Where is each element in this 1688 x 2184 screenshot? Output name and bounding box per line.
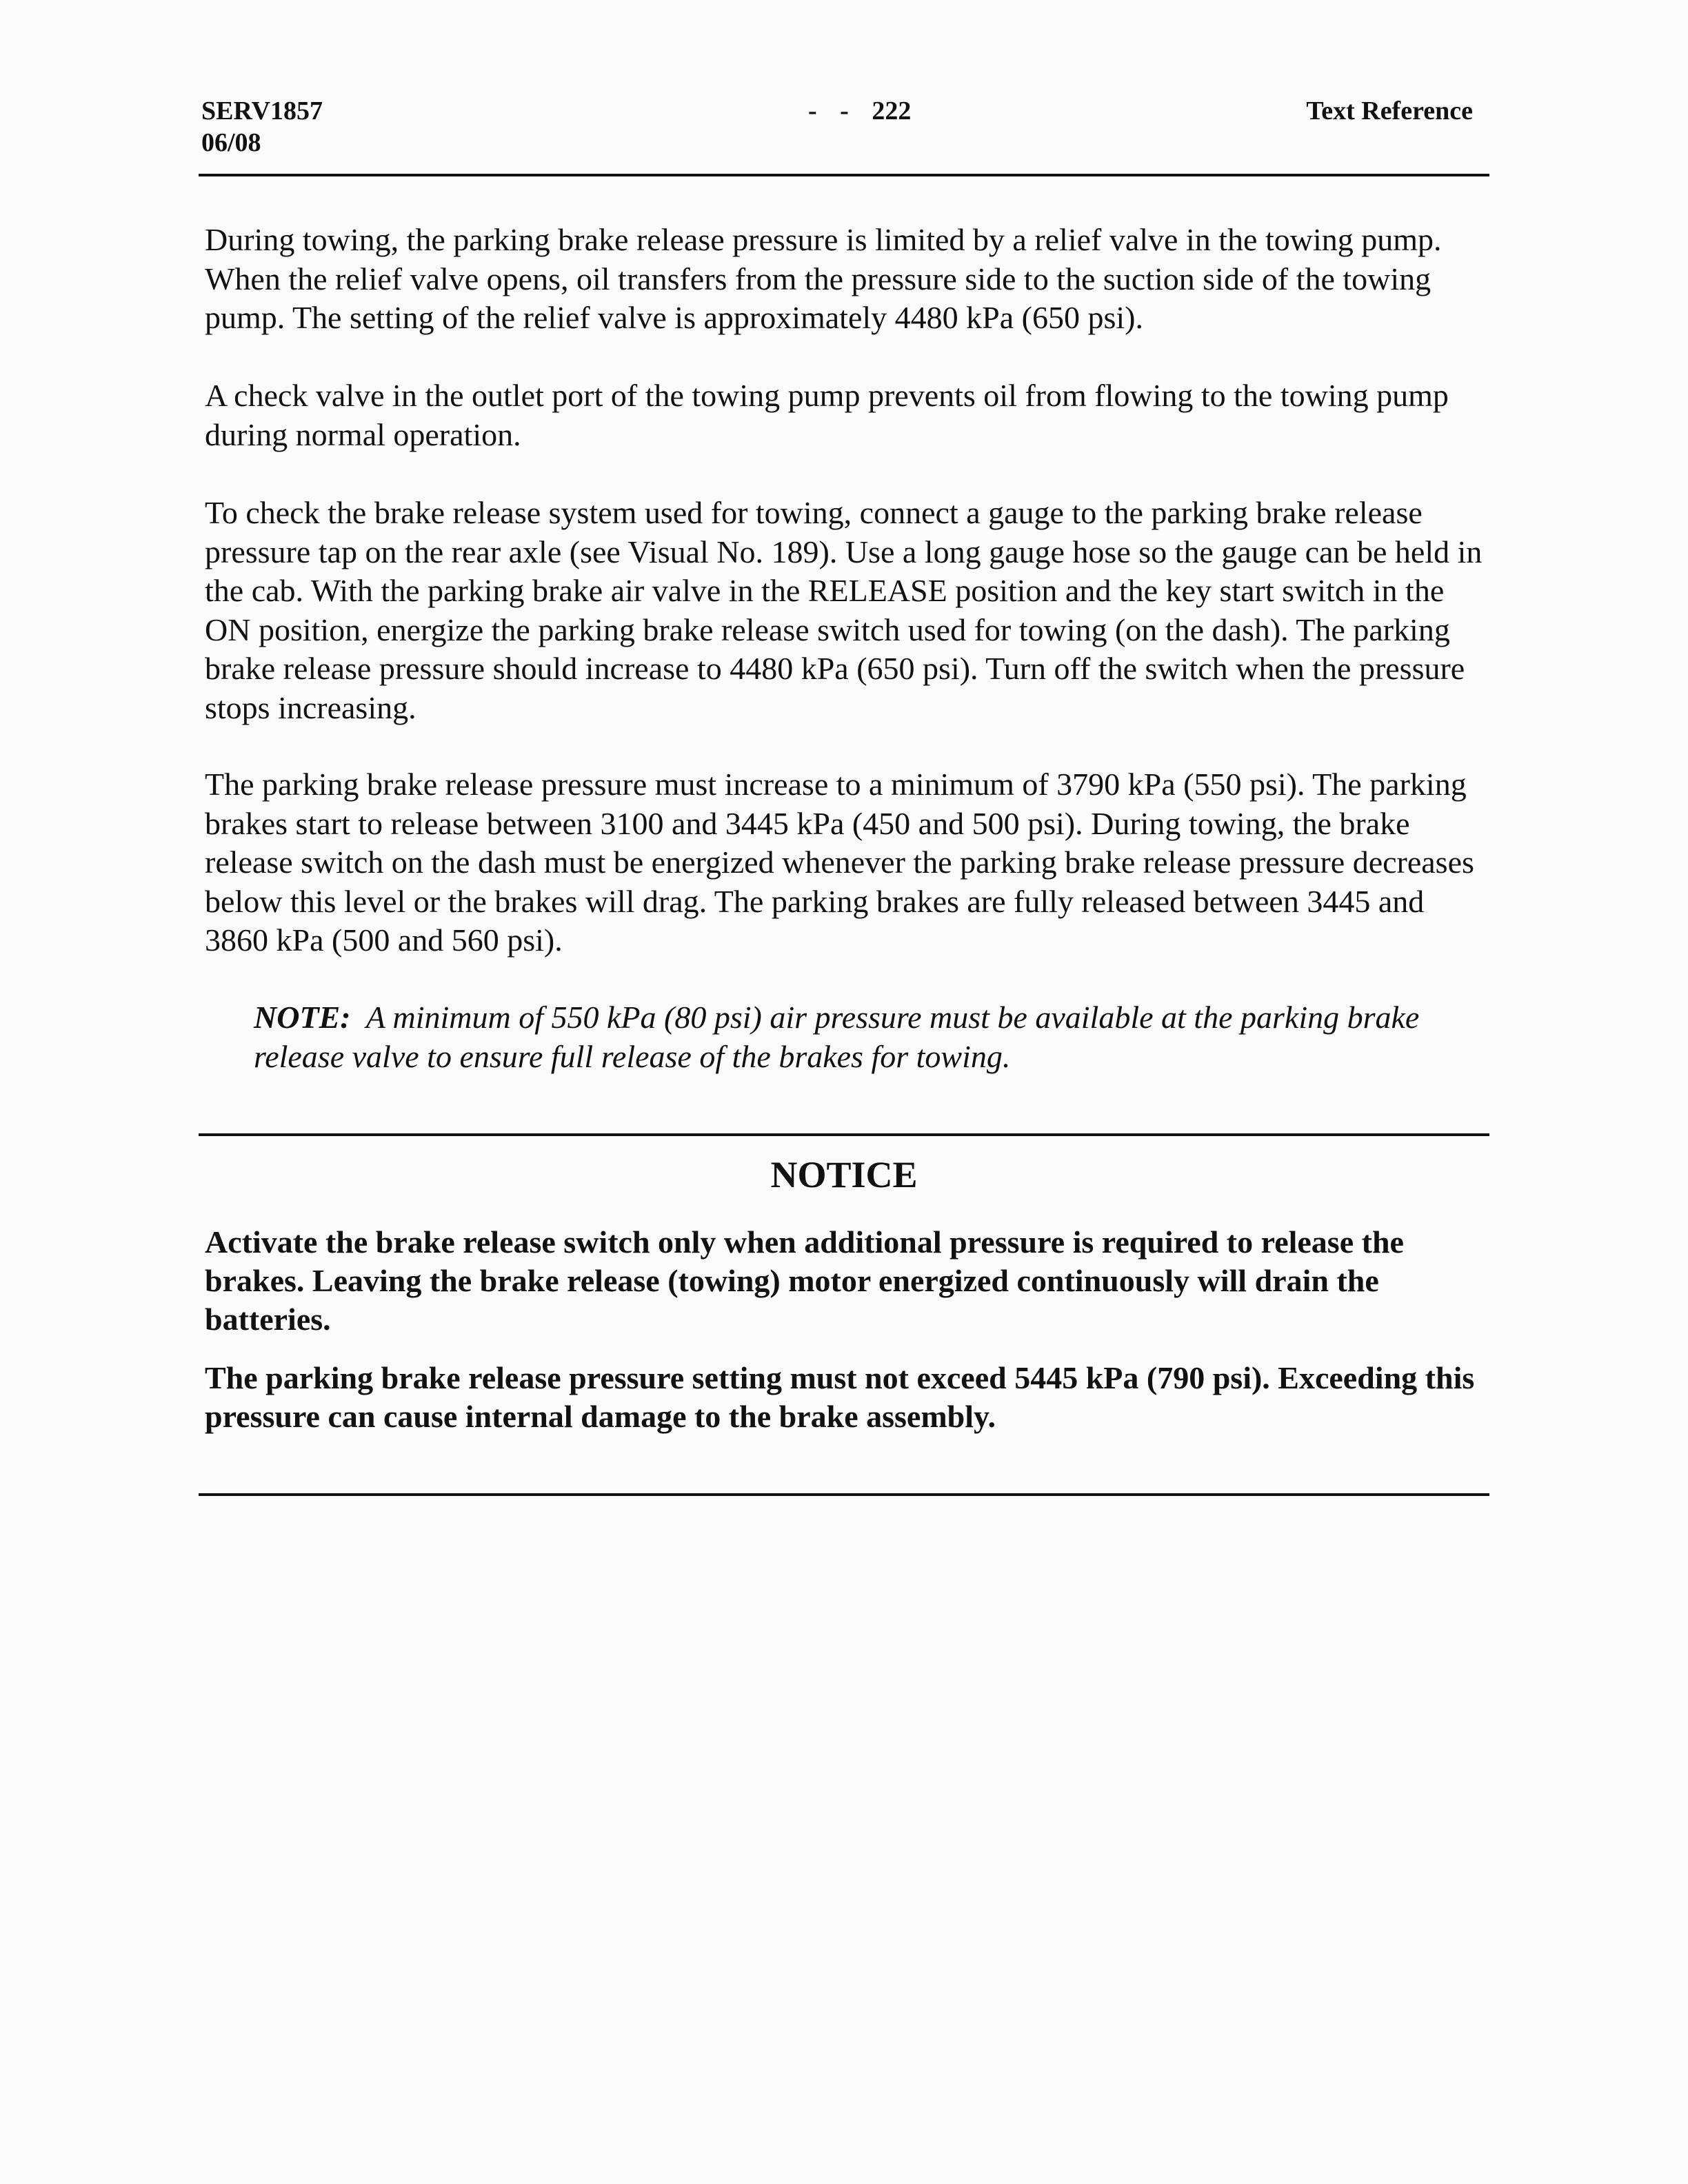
page-number: 222 — [872, 97, 912, 125]
paragraph-text: A check valve in the outlet port of the towing pump prevents oil from flowing to the towing pump during normal operation. — [205, 378, 1449, 452]
paragraph-test-procedure — [205, 494, 1489, 727]
paragraph-check-valve — [205, 376, 1489, 454]
paragraph-pressure-range — [205, 765, 1489, 960]
note-text: A minimum of 550 kPa (80 psi) air pressure must be available at the parking brake release valve to ensure full release of the brakes for towing. — [254, 1000, 1420, 1074]
notice-bottom-divider — [199, 1493, 1489, 1496]
notice-top-divider — [199, 1133, 1489, 1136]
document-date: 06/08 — [201, 128, 261, 157]
page-number-group — [808, 95, 911, 127]
paragraph-text: During towing, the parking brake release pressure is limited by a relief valve in the towing pump. When the relief valve opens, oil transfers from the pressure side to the suction side of the towing pump. The setting of the relief valve is approximately 4480 kPa (650 psi). — [205, 222, 1442, 335]
paragraph-relief-valve — [205, 221, 1489, 338]
paragraph-text: To check the brake release system used for towing, connect a gauge to the parking brake release pressure tap on the rear axle (see Visual No. 189). Use a long gauge hose so the gauge can be held in the cab. With the parking brake air valve in the RELEASE position and the key start switch in the ON position, energize the parking brake release switch used for towing (on the dash). The parking brake release pressure should increase to 4480 kPa (650 psi). Turn off the switch when the pressure stops increasing. — [205, 495, 1483, 725]
notice-paragraph-battery: Activate the brake release switch only when additional pressure is required to release the brakes. Leaving the brake release (towing) motor energized continuously will drain the batteries. — [205, 1224, 1404, 1337]
section-reference: Text Reference — [1306, 97, 1473, 125]
document-id: SERV1857 — [201, 97, 323, 125]
note-label: NOTE: — [254, 1000, 351, 1035]
note-block — [254, 998, 1440, 1076]
page-prefix: - - — [808, 97, 849, 125]
notice-paragraph-pressure-limit: The parking brake release pressure setting must not exceed 5445 kPa (790 psi). Exceeding this pressure can cause internal damage to the brake assembly. — [205, 1360, 1475, 1434]
header-divider — [199, 174, 1489, 176]
page-header — [201, 95, 1473, 164]
paragraph-text: The parking brake release pressure must increase to a minimum of 3790 kPa (550 psi). The parking brakes start to release between 3100 and 3445 kPa (450 and 500 psi). During towing, the brake release switch on the dash must be energized whenever the parking brake release pressure decreases below this level or the brakes will drag. The parking brakes are fully released between 3445 and 3860 kPa (500 and 560 psi). — [205, 767, 1474, 958]
notice-title: NOTICE — [770, 1154, 918, 1195]
